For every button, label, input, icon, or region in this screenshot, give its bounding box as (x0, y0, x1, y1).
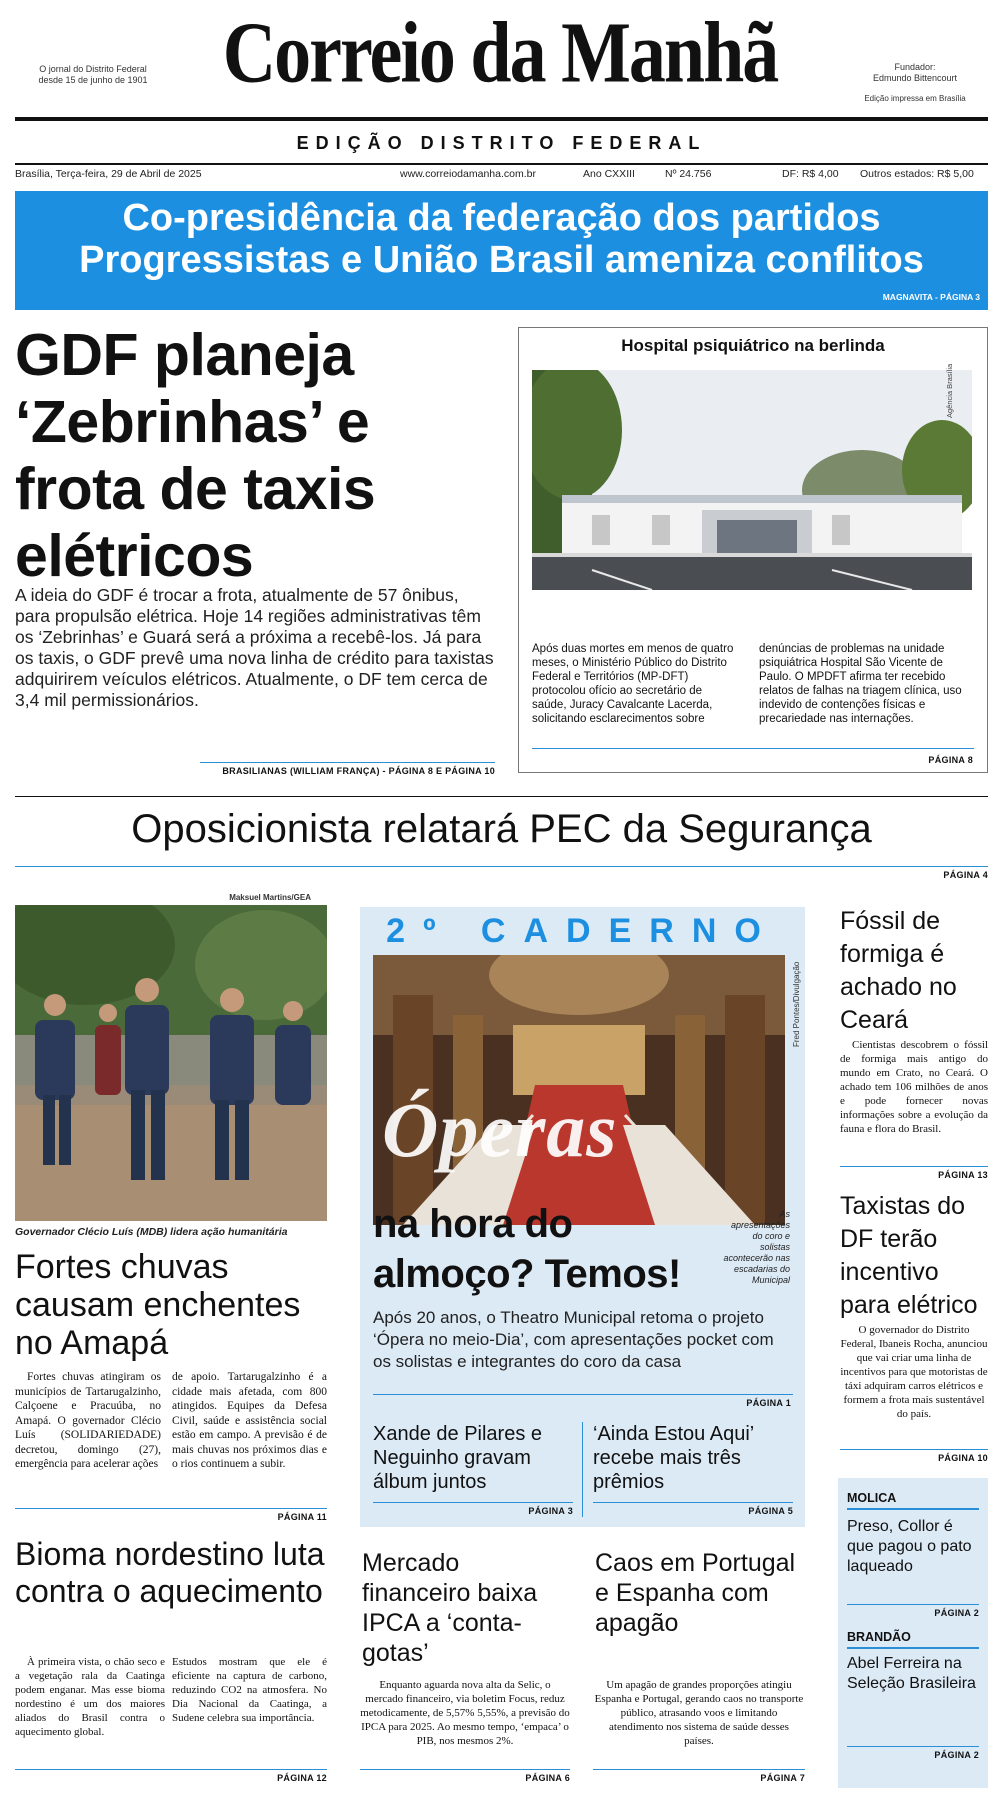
dateline (15, 168, 988, 182)
caderno-sub-2-title: ‘Ainda Estou Aqui’ recebe mais três prêmios (593, 1423, 754, 1493)
print-edition-note: Edição impressa em Brasília (864, 94, 966, 103)
caderno-sub-2-ref[interactable]: PÁGINA 5 (748, 1506, 793, 1516)
fossil-ref-rule (840, 1166, 988, 1167)
molica-ref[interactable]: PÁGINA 2 (934, 1608, 979, 1618)
fossil-headline[interactable]: Fóssil de formiga é achado no Ceará (840, 907, 957, 1034)
newspaper-logo[interactable]: Correio da Manhã (222, 4, 778, 102)
hospital-box (518, 327, 988, 773)
brandao-rule (847, 1647, 979, 1649)
mercado-ref[interactable]: PÁGINA 6 (525, 1773, 570, 1783)
hospital-photo-illustration (532, 370, 972, 590)
caderno-ref-rule (373, 1394, 793, 1395)
opera-overlay-title: Óperas (382, 1086, 618, 1173)
hospital-col-2: denúncias de problemas na unidade psiquiátrica Hospital São Vicente de Paulo. O MPDFT afirma ter recebido relatos de falhas na triagem clínica, uso indevido de contenções físicas e precariedade nas internações. (759, 643, 962, 725)
hospital-photo (532, 370, 972, 590)
pec-top-rule (15, 796, 988, 797)
bioma-ref[interactable]: PÁGINA 12 (277, 1773, 327, 1783)
caderno-headline-line-2: almoço? Temos! (373, 1252, 681, 1296)
bioma-col-1: À primeira vista, o chão seco e a vegetação rala da Caatinga podem enganar. Mas esse bioma nordestino é um dos maiores aliados do Brasil contra o aquecimento global. (15, 1656, 165, 1738)
pec-ref-rule (15, 866, 988, 867)
brandao-ref[interactable]: PÁGINA 2 (934, 1750, 979, 1760)
founder-note (845, 62, 985, 84)
lead-headline[interactable] (15, 322, 505, 590)
molica-rule (847, 1508, 979, 1510)
tagline-line-1: O jornal do Distrito Federal (39, 64, 147, 74)
taxistas-body: O governador do Distrito Federal, Ibaneis Rocha, anunciou que vai criar uma linha de incentivos para que motoristas de táxi adquiram carros elétricos e formem a frota mais sustentável do país. (840, 1324, 988, 1420)
price-df: DF: R$ 4,00 (782, 168, 839, 180)
caderno-headline[interactable] (373, 1199, 713, 1299)
amapa-caption: Governador Clécio Luís (MDB) lidera ação humanitária (15, 1226, 288, 1238)
year-text: Ano CXXIII (583, 168, 635, 180)
banner-line-2: Progressistas e União Brasil ameniza conflitos (79, 239, 924, 281)
caderno-sub-1-rule (373, 1502, 573, 1503)
mercado-ref-rule (360, 1769, 570, 1770)
molica-label: MOLICA (847, 1491, 897, 1505)
founder-label: Fundador: (894, 62, 936, 72)
amapa-col-1: Fortes chuvas atingiram os municípios de Tartarugalzinho, Calçoene e Pracuúba, no Amapá. O governador Clécio Luís (SOLIDARIEDADE) decretou, domingo (27), emergência para acelerar ações (15, 1371, 161, 1470)
fossil-body: Cientistas descobrem o fóssil de formiga mais antigo do mundo em Crato, no Ceará. O achado tem 106 milhões de anos e pode fornecer novas informações sobre a evolução da fauna e flora do Brasil. (840, 1039, 988, 1135)
taxistas-headline[interactable]: Taxistas do DF terão incentivo para elétrico (840, 1192, 978, 1319)
lead-body: A ideia do GDF é trocar a frota, atualmente de 57 ônibus, para propulsão elétrica. Hoje 14 regiões administrativas têm os ‘Zebrinhas’ e Guará será a próxima a recebê-los. Já para os taxis, o GDF prevê uma nova linha de crédito para taxistas adquirirem veículos elétricos. Atualmente, o DF tem cerca de 3,4 mil permissionários. (15, 585, 494, 710)
mercado-headline[interactable]: Mercado financeiro baixa IPCA a ‘conta-gotas’ (362, 1549, 538, 1667)
lead-headline-line-1: GDF planeja (15, 322, 354, 388)
hospital-ref[interactable]: PÁGINA 8 (928, 755, 973, 765)
bioma-headline[interactable]: Bioma nordestino luta contra o aquecimento (15, 1536, 325, 1609)
lead-headline-line-2: ‘Zebrinhas’ e (15, 389, 370, 455)
banner-ref: MAGNAVITA - PÁGINA 3 (882, 292, 980, 302)
amapa-photo (15, 905, 327, 1221)
caderno-body: Após 20 anos, o Theatro Municipal retoma o projeto ‘Ópera no meio-Dia’, com apresentações pocket com os solistas e integrantes do coro da casa (373, 1308, 774, 1371)
price-other: Outros estados: R$ 5,00 (860, 168, 974, 180)
tagline-line-2: desde 15 de junho de 1901 (38, 75, 148, 85)
amapa-headline[interactable]: Fortes chuvas causam enchentes no Amapá (15, 1248, 301, 1362)
molica-title[interactable]: Preso, Collor é que pagou o pato laqueado (847, 1518, 972, 1575)
masthead-rule-thick (15, 117, 988, 121)
lead-ref[interactable]: BRASILIANAS (WILLIAM FRANÇA) - PÁGINA 8 E PÁGINA 10 (222, 766, 495, 776)
caderno-headline-line-1: na hora do (373, 1202, 573, 1246)
amapa-ref-rule (15, 1508, 327, 1509)
caderno-sub-1[interactable] (373, 1422, 573, 1494)
website-link[interactable]: www.correiodamanha.com.br (400, 168, 536, 180)
molica-ref-rule (847, 1604, 979, 1605)
opera-side-caption: As apresentações do coro e solistas acontecerão nas escadarias do Municipal (723, 1209, 790, 1285)
amapa-photo-illustration (15, 905, 327, 1221)
caos-body: Um apagão de grandes proporções atingiu Espanha e Portugal, gerando caos no transporte público, atrasando voos e limitando atendimento nos sistema de saúde desses países. (594, 1679, 804, 1747)
edition-label: EDIÇÃO DISTRITO FEDERAL (296, 133, 707, 153)
caos-ref-rule (593, 1769, 805, 1770)
amapa-col-2: de apoio. Tartarugalzinho é a cidade mais afetada, com 800 atingidos. Equipes da Defesa Civil, saúde e assistência social estão em campo. A previsão é de mais chuvas nos próximos dias e o rios continuem a subir. (172, 1371, 327, 1470)
amapa-ref[interactable]: PÁGINA 11 (277, 1512, 327, 1522)
pec-ref[interactable]: PÁGINA 4 (943, 870, 988, 880)
date-text: Brasília, Terça-feira, 29 de Abril de 2025 (15, 168, 202, 180)
brandao-ref-rule (847, 1746, 979, 1747)
caderno-sub-2[interactable] (593, 1422, 793, 1494)
brandao-title[interactable]: Abel Ferreira na Seleção Brasileira (847, 1655, 976, 1692)
caderno-section (360, 907, 805, 1527)
banner-line-1: Co-presidência da federação dos partidos (122, 197, 881, 239)
caderno-label[interactable]: 2º CADERNO (386, 912, 779, 950)
taxistas-ref[interactable]: PÁGINA 10 (938, 1453, 988, 1463)
mercado-body: Enquanto aguarda nova alta da Selic, o mercado financeiro, via boletim Focus, reduz metodicamente, de 5,57% 5,55%, a previsão do IPCA para 2025. Ao mesmo tempo, ‘empaca’ o PIB, nos mesmos 2%. (360, 1679, 570, 1747)
issue-number: Nº 24.756 (665, 168, 712, 180)
pec-headline[interactable]: Oposicionista relatará PEC da Segurança (131, 807, 872, 851)
caderno-sub-1-ref[interactable]: PÁGINA 3 (528, 1506, 573, 1516)
masthead-tagline (18, 64, 168, 86)
caderno-sub-1-title: Xande de Pilares e Neguinho gravam álbum juntos (373, 1423, 543, 1493)
brandao-label: BRANDÃO (847, 1630, 911, 1644)
edition-rule (15, 163, 988, 165)
hospital-title[interactable]: Hospital psiquiátrico na berlinda (621, 336, 885, 355)
fossil-ref[interactable]: PÁGINA 13 (938, 1170, 988, 1180)
caderno-ref[interactable]: PÁGINA 1 (746, 1398, 791, 1408)
caos-ref[interactable]: PÁGINA 7 (760, 1773, 805, 1783)
bioma-ref-rule (15, 1769, 327, 1770)
caos-headline[interactable]: Caos em Portugal e Espanha com apagão (595, 1549, 796, 1637)
bioma-col-2: Estudos mostram que ele é eficiente na captura de carbono, reduzindo CO2 na atmosfera. No Dia Nacional da Caatinga, a Sudene celebra sua importância. (172, 1656, 327, 1724)
columnists-box (838, 1478, 988, 1788)
lead-headline-line-4: elétricos (15, 523, 254, 589)
caderno-sub-divider (582, 1422, 583, 1517)
hospital-photo-credit: Agência Brasília (945, 363, 954, 418)
lead-headline-line-3: frota de taxis (15, 456, 376, 522)
caderno-sub-2-rule (593, 1502, 793, 1503)
lead-ref-rule (200, 762, 495, 763)
amapa-photo-credit: Maksuel Martins/GEA (229, 893, 311, 902)
headline-banner[interactable] (15, 191, 988, 310)
taxistas-ref-rule (840, 1449, 988, 1450)
hospital-ref-rule (532, 748, 974, 749)
founder-name: Edmundo Bittencourt (872, 73, 958, 83)
opera-photo-credit: Fred Pontes/Divulgação (792, 961, 801, 1047)
hospital-col-1: Após duas mortes em menos de quatro meses, o Ministério Público do Distrito Federal e Territórios (MP-DFT) protocolou ofício ao secretário de saúde, Juracy Cavalcante Lacerda, solicitando esclarecimentos sobre (532, 643, 734, 725)
